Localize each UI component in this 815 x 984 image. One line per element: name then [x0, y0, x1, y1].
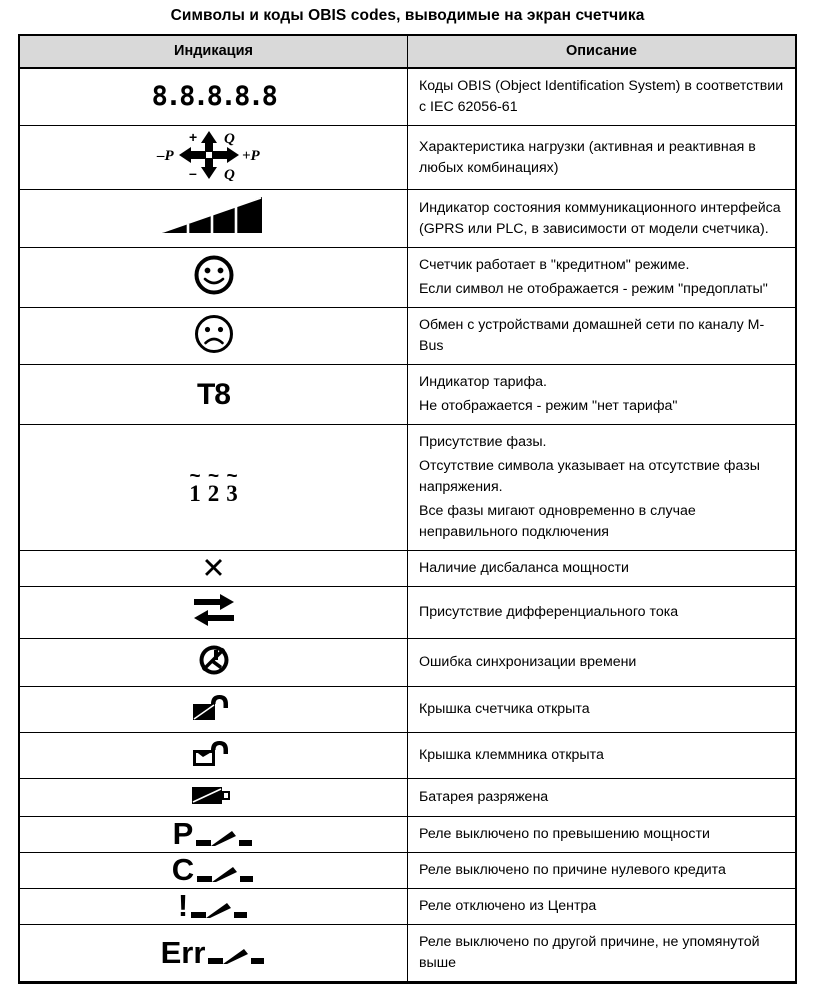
svg-text:+P: +P	[241, 148, 260, 165]
description-cell	[408, 817, 797, 853]
symbol-cell	[19, 925, 408, 983]
relay-open-p-icon	[172, 816, 255, 852]
symbol-cell	[19, 587, 408, 639]
relay-cause-letter: !	[177, 888, 189, 924]
description-line: Характеристика нагрузки (активная и реактивная в любых комбинациях)	[419, 138, 756, 176]
smiley-sad-icon	[192, 312, 236, 356]
table-row	[19, 190, 796, 248]
phase-digit-3: ~ 3	[226, 465, 238, 506]
relay-cause-letter: P	[172, 816, 194, 852]
description-cell	[408, 587, 797, 639]
tariff-indicator-icon: T8	[196, 377, 230, 411]
symbol-cell	[19, 308, 408, 365]
description-cell	[408, 925, 797, 983]
table-row	[19, 853, 796, 889]
description-line: Реле отключено из Центра	[419, 898, 597, 915]
description-line: Ошибка синхронизации времени	[419, 654, 637, 671]
symbol-cell	[19, 639, 408, 687]
svg-text:Q: Q	[223, 131, 235, 148]
table-row	[19, 587, 796, 639]
description-line: Присутствие фазы.	[419, 434, 547, 451]
table-row	[19, 308, 796, 365]
svg-text:Q: Q	[223, 167, 235, 182]
svg-text:–: –	[188, 165, 197, 182]
symbol-cell	[19, 889, 408, 925]
table-row	[19, 551, 796, 587]
symbol-cell	[19, 551, 408, 587]
phase-presence-icon	[189, 465, 238, 506]
relay-cause-letter: C	[171, 852, 195, 888]
description-line: Наличие дисбаланса мощности	[419, 560, 629, 577]
description-line: Все фазы мигают одновременно в случае неправильного подключения	[419, 503, 696, 541]
description-cell	[408, 889, 797, 925]
description-line: Индикатор тарифа.	[419, 374, 547, 391]
description-cell	[408, 853, 797, 889]
table-row	[19, 425, 796, 551]
column-header-description: Описание	[408, 35, 797, 68]
symbol-cell	[19, 68, 408, 126]
table-row	[19, 889, 796, 925]
description-line: Крышка счетчика открыта	[419, 701, 590, 718]
description-cell	[408, 68, 797, 126]
svg-text:+: +	[188, 129, 197, 146]
description-cell	[408, 308, 797, 365]
symbol-cell	[19, 365, 408, 425]
table-row	[19, 733, 796, 779]
table-row	[19, 817, 796, 853]
description-line: Обмен с устройствами домашней сети по каналу M-Bus	[419, 317, 765, 355]
bidirectional-arrows-icon	[190, 590, 238, 630]
padlock-open-outline-icon	[189, 736, 239, 770]
phase-digit-1: ~ 1	[189, 465, 201, 506]
description-cell	[408, 639, 797, 687]
relay-open-exclamation-icon	[177, 888, 249, 924]
description-cell	[408, 190, 797, 248]
symbol-cell	[19, 817, 408, 853]
tilde-mark: ~	[207, 465, 220, 487]
description-line: Реле выключено по другой причине, не упомянутой выше	[419, 934, 760, 972]
description-line: Батарея разряжена	[419, 789, 549, 806]
x-mark-icon: ✕	[201, 551, 226, 586]
symbol-cell	[19, 687, 408, 733]
symbol-cell	[19, 853, 408, 889]
table-row	[19, 68, 796, 126]
description-line: Реле выключено по превышению мощности	[419, 826, 710, 843]
symbol-cell	[19, 733, 408, 779]
description-line: Отсутствие символа указывает на отсутствие фазы напряжения.	[419, 458, 760, 496]
description-cell	[408, 365, 797, 425]
svg-text:–P: –P	[156, 148, 174, 165]
tilde-mark: ~	[226, 465, 238, 487]
table-header-row	[19, 35, 796, 68]
column-header-indication: Индикация	[19, 35, 408, 68]
description-cell	[408, 687, 797, 733]
description-line: Не отображается - режим "нет тарифа"	[419, 398, 678, 415]
symbol-cell	[19, 190, 408, 248]
symbol-cell	[19, 248, 408, 308]
symbol-cell	[19, 126, 408, 190]
table-row	[19, 365, 796, 425]
battery-low-icon	[189, 782, 239, 808]
tilde-mark: ~	[189, 465, 201, 487]
relay-cause-letter: Err	[160, 934, 206, 970]
description-cell	[408, 248, 797, 308]
table-row	[19, 779, 796, 817]
relay-open-err-icon	[160, 934, 267, 970]
description-cell	[408, 733, 797, 779]
table-row	[19, 248, 796, 308]
description-line: Если символ не отображается - режим "предоплаты"	[419, 281, 768, 298]
obis-symbols-table	[18, 34, 797, 984]
description-line: Коды OBIS (Object Identification System) в соответствии с IEC 62056-61	[419, 78, 784, 116]
smiley-happy-icon	[192, 253, 236, 297]
description-cell	[408, 779, 797, 817]
clock-error-icon	[196, 642, 232, 678]
description-line: Счетчик работает в "кредитном" режиме.	[419, 257, 690, 274]
signal-strength-icon	[158, 193, 270, 239]
description-cell	[408, 126, 797, 190]
relay-open-c-icon	[171, 852, 255, 888]
description-line: Индикатор состояния коммуникационного интерфейса (GPRS или PLC, в зависимости от модели счетчика).	[419, 199, 781, 237]
table-row	[19, 639, 796, 687]
description-line: Присутствие дифференциального тока	[419, 604, 679, 621]
description-line: Крышка клеммника открыта	[419, 747, 604, 764]
table-row	[19, 925, 796, 983]
page-title: Символы и коды OBIS codes, выводимые на экран счетчика	[170, 7, 645, 24]
padlock-open-filled-icon	[189, 690, 239, 724]
symbol-cell	[19, 779, 408, 817]
table-row	[19, 126, 796, 190]
phase-digit-2: ~ 2	[207, 465, 220, 506]
description-cell	[408, 425, 797, 551]
description-line: Реле выключено по причине нулевого кредита	[419, 862, 726, 879]
power-quadrant-cross-icon	[139, 129, 289, 181]
description-cell	[408, 551, 797, 587]
obis-digits-icon: 8.8.8.8.8	[151, 81, 276, 113]
table-row	[19, 687, 796, 733]
symbol-cell	[19, 425, 408, 551]
